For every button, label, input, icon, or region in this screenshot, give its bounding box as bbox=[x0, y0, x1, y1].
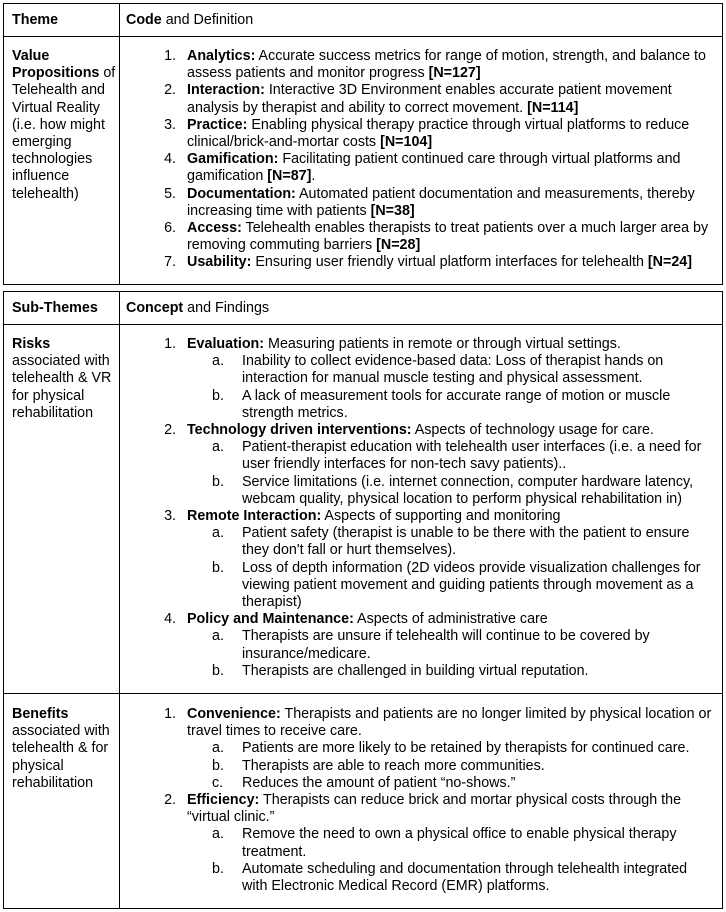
risks-theme bbox=[12, 336, 116, 422]
list-item: 1. Analytics: Accurate success metrics for range of motion, strength, and balance to assess patients and monitor progress [N=127] bbox=[164, 48, 706, 82]
sub-list-item: a. Patient safety (therapist is unable to be there with the patient to ensure they don't fall or hurt themselves). bbox=[212, 525, 690, 559]
concept-header-rest: and Findings bbox=[183, 300, 270, 316]
value-propositions-table bbox=[3, 3, 723, 285]
list-item: 2. Efficiency: Therapists can reduce brick and mortar physical costs through the “virtual clinic.” bbox=[164, 792, 682, 826]
column-divider bbox=[119, 292, 120, 908]
theme-description: associated with telehealth & for physical rehabilitation bbox=[12, 723, 110, 791]
list-item: 2. Interaction: Interactive 3D Environment enables accurate patient movement analysis by therapist and ability to correct movement. [N=114] bbox=[164, 82, 672, 116]
list-item: 1. Evaluation: Measuring patients in remote or through virtual settings. bbox=[164, 336, 621, 352]
sub-list-item: a. Patient-therapist education with telehealth user interfaces (i.e. a need for user friendly interfaces for non-tech savy patients).. bbox=[212, 439, 702, 473]
sub-list-item: b. Therapists are challenged in building virtual reputation. bbox=[212, 662, 589, 679]
list-item: 7. Usability: Ensuring user friendly virtual platform interfaces for telehealth [N=24] bbox=[164, 254, 692, 271]
value-propositions-list bbox=[154, 48, 714, 272]
list-item: 3. Practice: Enabling physical therapy practice through virtual platforms to reduce clinical/brick-and-mortar costs [N=104] bbox=[164, 116, 690, 151]
sub-list-item: b. A lack of measurement tools for accurate range of motion or muscle strength metrics. bbox=[212, 387, 671, 421]
list-item: 2. Technology driven interventions: Aspects of technology usage for care. bbox=[164, 422, 654, 439]
theme-title: Risks bbox=[12, 336, 51, 352]
sub-list-item: b. Automate scheduling and documentation through telehealth integrated with Electronic Medical Record (EMR) platforms. bbox=[212, 860, 688, 895]
code-definition-header bbox=[126, 12, 253, 29]
theme-description: associated with telehealth & VR for physical rehabilitation bbox=[12, 353, 112, 421]
concept-findings-header bbox=[126, 300, 269, 317]
header-divider bbox=[4, 36, 722, 37]
theme-header: Theme bbox=[12, 12, 59, 28]
sub-list-item: a. Remove the need to own a physical office to enable physical therapy treatment. bbox=[212, 826, 677, 860]
row-divider bbox=[4, 693, 722, 694]
list-item: 1. Convenience: Therapists and patients are no longer limited by physical location or travel times to receive care. bbox=[164, 706, 712, 740]
column-divider bbox=[119, 4, 120, 284]
list-item: 4. Policy and Maintenance: Aspects of administrative care bbox=[164, 611, 548, 628]
value-propositions-theme bbox=[12, 48, 116, 203]
benefits-list bbox=[154, 706, 714, 895]
theme-title: Benefits bbox=[12, 706, 69, 722]
theme-description: of Telehealth and Virtual Reality (i.e. how might emerging technologies influence telehealth) bbox=[12, 65, 116, 202]
sub-list-item: b. Loss of depth information (2D videos provide visualization challenges for viewing patient movement and guiding patients through movement as a therapist) bbox=[212, 559, 701, 611]
theme-title: Value Propositions bbox=[12, 48, 100, 82]
code-header-rest: and Definition bbox=[161, 12, 254, 28]
sub-list-item: b. Therapists are able to reach more communities. bbox=[212, 757, 545, 774]
header-divider bbox=[4, 324, 722, 325]
sub-list-item: c. Reduces the amount of patient “no-shows.” bbox=[212, 774, 516, 791]
code-header-bold: Code bbox=[126, 12, 162, 28]
sub-list-item: b. Service limitations (i.e. internet connection, computer hardware latency, webcam quality, physical location to perform physical rehabilitation in) bbox=[212, 473, 694, 507]
list-item: 3. Remote Interaction: Aspects of supporting and monitoring bbox=[164, 508, 561, 525]
list-item: 6. Access: Telehealth enables therapists to treat patients over a much larger area by removing commuting barriers [N=28] bbox=[164, 220, 709, 254]
sub-themes-table bbox=[3, 291, 723, 909]
sub-list-item: a. Patients are more likely to be retained by therapists for continued care. bbox=[212, 740, 690, 757]
list-item: 4. Gamification: Facilitating patient continued care through virtual platforms and gamification [N=87]. bbox=[164, 151, 681, 185]
sub-themes-header: Sub-Themes bbox=[12, 300, 98, 316]
sub-list-item: a. Therapists are unsure if telehealth will continue to be covered by insurance/medicare. bbox=[212, 628, 650, 662]
sub-list-item: a. Inability to collect evidence-based data: Loss of therapist hands on interaction for manual muscle testing and physical assessment. bbox=[212, 353, 664, 387]
benefits-theme bbox=[12, 706, 116, 792]
list-item: 5. Documentation: Automated patient documentation and measurements, thereby increasing time with patients [N=38] bbox=[164, 185, 695, 219]
concept-header-bold: Concept bbox=[126, 300, 184, 316]
risks-list bbox=[154, 336, 714, 680]
